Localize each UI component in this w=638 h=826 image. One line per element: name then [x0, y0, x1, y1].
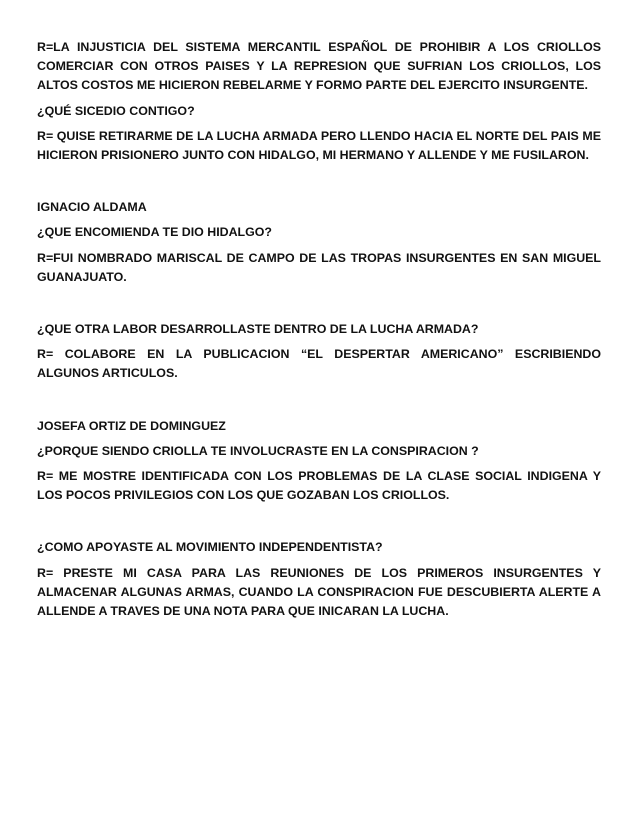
person-name-heading: IGNACIO ALDAMA: [37, 200, 147, 215]
answer-paragraph: R= QUISE RETIRARME DE LA LUCHA ARMADA PERO LLENDO HACIA EL NORTE DEL PAIS ME HICIERON PRISIONERO JUNTO CON HIDALGO, MI HERMANO Y ALLENDE Y ME FUSILARON.: [37, 128, 601, 163]
person-name-heading: JOSEFA ORTIZ DE DOMINGUEZ: [37, 418, 226, 433]
document-page: [37, 38, 601, 621]
question-line: ¿QUÉ SICEDIO CONTIGO?: [37, 103, 195, 118]
answer-paragraph: R= PRESTE MI CASA PARA LAS REUNIONES DE LOS PRIMEROS INSURGENTES Y ALMACENAR ALGUNAS ARMAS, CUANDO LA CONSPIRACION FUE DESCUBIERTA ALERTE A ALLENDE A TRAVES DE UNA NOTA PARA QUE INICARAN LA LUCHA.: [37, 565, 601, 619]
question-line: ¿COMO APOYASTE AL MOVIMIENTO INDEPENDENTISTA?: [37, 540, 383, 555]
question-line: ¿QUE OTRA LABOR DESARROLLASTE DENTRO DE LA LUCHA ARMADA?: [37, 322, 479, 337]
question-line: ¿QUE ENCOMIENDA TE DIO HIDALGO?: [37, 225, 272, 240]
answer-paragraph: R=LA INJUSTICIA DEL SISTEMA MERCANTIL ESPAÑOL DE PROHIBIR A LOS CRIOLLOS COMERCIAR CON OTROS PAISES Y LA REPRESION QUE SUFRIAN LOS CRIOLLOS, LOS ALTOS COSTOS ME HICIERON REBELARME Y FORMO PARTE DEL EJERCITO INSURGENTE.: [37, 40, 601, 93]
answer-paragraph: R= ME MOSTRE IDENTIFICADA CON LOS PROBLEMAS DE LA CLASE SOCIAL INDIGENA Y LOS POCOS PRIVILEGIOS CON LOS QUE GOZABAN LOS CRIOLLOS.: [37, 469, 601, 503]
answer-paragraph: R= COLABORE EN LA PUBLICACION “EL DESPERTAR AMERICANO” ESCRIBIENDO ALGUNOS ARTICULOS.: [37, 347, 601, 381]
answer-paragraph: R=FUI NOMBRADO MARISCAL DE CAMPO DE LAS TROPAS INSURGENTES EN SAN MIGUEL GUANAJUATO.: [37, 250, 601, 284]
question-line: ¿PORQUE SIENDO CRIOLLA TE INVOLUCRASTE EN LA CONSPIRACION ?: [37, 443, 479, 458]
